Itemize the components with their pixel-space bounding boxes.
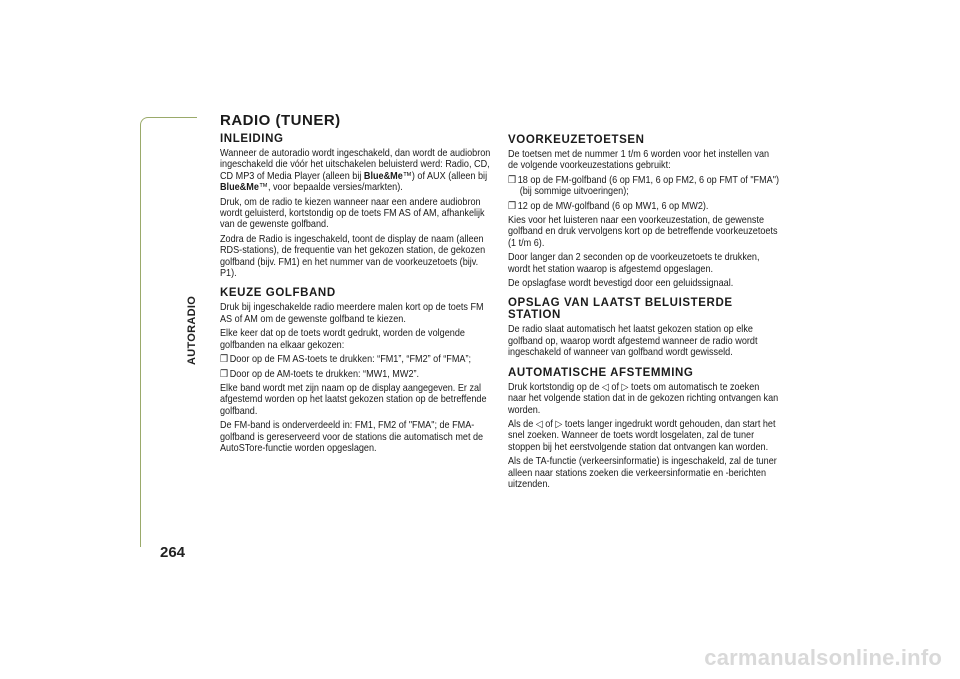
page-number: 264 (160, 544, 186, 561)
bullet-item (508, 175, 791, 198)
paragraph: Als de TA-functie (verkeersinformatie) is ingeschakeld, zal de tuner alleen naar stations zoeken die verkeersinformatie en -berichten uitzenden. (508, 456, 777, 490)
text-run: toets om automatisch te zoeken naar het volgende station dat in de gekozen richting ontvangen kan worden. (508, 381, 779, 416)
heading-voorkeuzetoetsen: VOORKEUZETOETSEN (508, 134, 645, 146)
paragraph: Elke keer dat op de toets wordt gedrukt, worden de volgende golfbanden na elkaar gekozen: (220, 328, 465, 351)
paragraph: Kies voor het luisteren naar een voorkeuzestation, de gewenste golfband en druk vervolgens kort op de betreffende voorkeuzetoets (1 t/m 6). (508, 215, 778, 249)
text-run: Wanneer de autoradio wordt ingeschakeld, dan wordt de audiobron ingeschakeld die vóór het uitschakelen beluisterd werd: Radio, CD, CD MP3 of Media Player (alleen bij (220, 148, 491, 182)
right-column (508, 112, 780, 493)
watermark-text: carmanualsonline.info (704, 645, 942, 670)
bullet-text: 18 op de FM-golfband (6 op FM1, 6 op FM2, 6 op FMT of "FMA") (bij sommige uitvoeringen); (517, 174, 779, 198)
text-run: of (542, 418, 556, 430)
paragraph: Elke band wordt met zijn naam op de display aangegeven. Er zal afgestemd worden op het laatst gekozen station op de betreffende golfband. (220, 382, 487, 417)
paragraph (508, 419, 780, 453)
chapter-label: AUTORADIO (186, 295, 198, 365)
paragraph: Zodra de Radio is ingeschakeld, toont de display de naam (alleen RDS-stations), de frequentie van het gekozen station, de gekozen golfband (bijv. FM1) en het nummer van de voorkeuzetoets (bijv. P1). (220, 233, 486, 280)
text-run: ™) of AUX (alleen bij (402, 170, 488, 182)
paragraph (508, 382, 780, 416)
text-run: toets langer ingedrukt wordt gehouden, dan start het snel zoeken. Wanneer de toets wordt losgelaten, zal de tuner stoppen bij het eerstvolgende station dat ontvangen kan worden. (508, 418, 776, 453)
brand-name: Blue&Me (363, 170, 403, 182)
paragraph: Druk bij ingeschakelde radio meerdere malen kort op de toets FM AS of AM om de gewenste golfband te kiezen. (220, 302, 484, 325)
text-run: Druk kortstondig op de (508, 381, 602, 393)
seek-right-icon: ▷ (555, 418, 563, 430)
seek-left-icon: ◁ (535, 418, 543, 430)
checkbox-bullet-icon: ❒ (508, 200, 517, 212)
bullet-text: Door op de AM-toets te drukken: “MW1, MW2”. (229, 368, 420, 380)
checkbox-bullet-icon: ❒ (220, 354, 229, 366)
text-run: of (608, 381, 622, 393)
checkbox-bullet-icon: ❒ (220, 368, 229, 380)
bullet-item (508, 201, 791, 212)
paragraph: Door langer dan 2 seconden op de voorkeuzetoets te drukken, wordt het station waarop is afgestemd opgeslagen. (508, 252, 760, 275)
paragraph: De FM-band is onderverdeeld in: FM1, FM2 of "FMA"; de FMA-golfband is gereserveerd voor de stations die automatisch met de AutoSTore-functie worden opgeslagen. (220, 420, 484, 454)
paragraph: Druk, om de radio te kiezen wanneer naar een andere audiobron wordt geluisterd, kortstondig op de toets FM AS of AM, afhankelijk van de gewenste golfband. (220, 196, 485, 231)
bullet-item (220, 354, 506, 365)
paragraph: De radio slaat automatisch het laatst gekozen station op elke golfband op, waarop wordt afgestemd wanneer de radio wordt ingeschakeld of wanneer van golfband wordt gewisseld. (508, 324, 758, 359)
bullet-text: Door op de FM AS-toets te drukken: “FM1”, “FM2” of “FMA”; (229, 354, 472, 366)
text-run: Als de (508, 418, 536, 430)
seek-left-icon: ◁ (601, 381, 609, 393)
paragraph: De opslagfase wordt bevestigd door een geluidssignaal. (508, 278, 734, 290)
text-run: ™, voor bepaalde versies/markten). (258, 182, 403, 194)
checkbox-bullet-icon: ❒ (508, 174, 517, 186)
heading-opslag-laatst-beluisterde-station: OPSLAG VAN LAATST BELUISTERDE STATION (508, 297, 733, 322)
bullet-text: 12 op de MW-golfband (6 op MW1, 6 op MW2). (517, 200, 709, 212)
heading-inleiding: INLEIDING (220, 133, 284, 145)
left-column (220, 112, 495, 457)
paragraph: De toetsen met de nummer 1 t/m 6 worden voor het instellen van de volgende voorkeuzestations gebruikt: (508, 149, 770, 172)
seek-right-icon: ▷ (621, 381, 629, 393)
bullet-item (220, 369, 506, 380)
paragraph (220, 148, 495, 194)
heading-keuze-golfband: KEUZE GOLFBAND (220, 287, 336, 300)
brand-name: Blue&Me (220, 182, 259, 194)
section-title: RADIO (TUNER) (220, 112, 341, 129)
heading-automatische-afstemming: AUTOMATISCHE AFSTEMMING (508, 366, 694, 379)
